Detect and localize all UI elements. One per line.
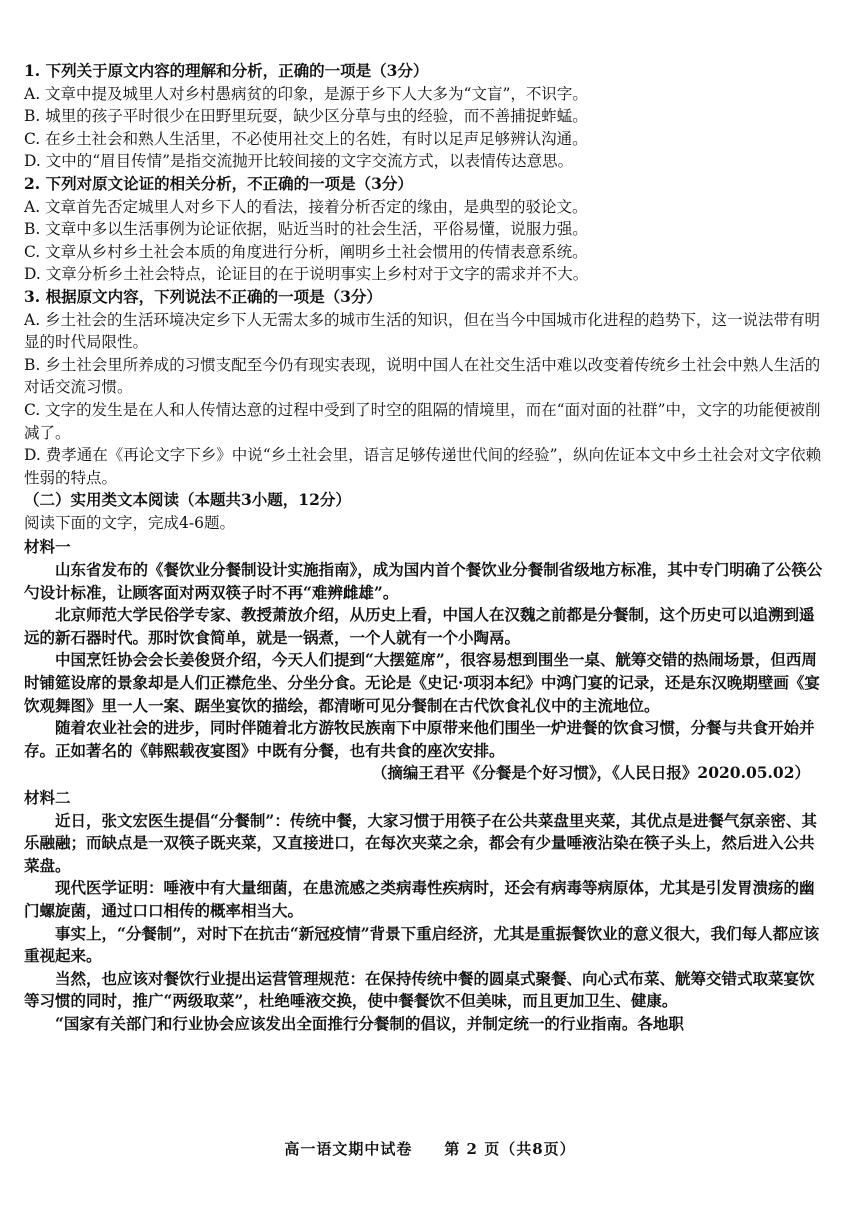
material-paragraph: 当然，也应该对餐饮行业提出运营管理规范：在保持传统中餐的圆桌式聚餐、向心式布菜、觥筹交错式取菜宴饮等习惯的同时，推广“两级取菜”，杜绝唾液交换，使中餐餐饮不但美味，而且更加卫生、健康。 — [24, 968, 815, 1011]
exam-page — [24, 60, 824, 1036]
material-title: 材料二 — [24, 788, 71, 807]
question-stem: 3. 根据原文内容，下列说法不正确的一项是（3分） — [24, 286, 382, 306]
option-d: D. 文章分析乡土社会特点，论证目的在于说明事实上乡村对于文字的需求并不大。 — [24, 265, 589, 284]
material-paragraph: 北京师范大学民俗学专家、教授萧放介绍，从历史上看，中国人在汉魏之前都是分餐制，这个历史可以追溯到遥远的新石器时代。那时饮食简单，就是一锅煮，一个人就有一个小陶鬲。 — [24, 605, 815, 647]
material-paragraph: 现代医学证明：唾液中有大量细菌，在患流感之类病毒性疾病时，还会有病毒等病原体，尤其是引发胃溃疡的幽门螺旋菌，通过口口相传的概率相当大。 — [24, 878, 815, 920]
question-1 — [24, 60, 824, 173]
material-paragraph: 山东省发布的《餐饮业分餐制设计实施指南》，成为国内首个餐饮业分餐制省级地方标准，其中专门明确了公筷公勺设计标准，让顾客面对两双筷子时不再“难辨雌雄”。 — [24, 560, 823, 602]
material-paragraph: “国家有关部门和行业协会应该发出全面推行分餐制的倡议，并制定统一的行业指南。各地职 — [55, 1013, 684, 1033]
option-a: A. 乡土社会的生活环境决定乡下人无需太多的城市生活的知识，但在当今中国城市化进程的趋势下，这一说法带有明显的时代局限性。 — [24, 310, 821, 352]
question-2 — [24, 173, 824, 286]
material-1 — [24, 536, 824, 785]
question-3 — [24, 286, 824, 489]
section-title: （二）实用类文本阅读（本题共3小题，12分） — [24, 490, 351, 510]
option-c: C. 在乡土社会和熟人生活里，不必使用社交上的名姓，有时以足声足够辨认沟通。 — [24, 129, 588, 148]
option-b: B. 文章中多以生活事例为论证依据，贴近当时的社会生活，平俗易懂，说服力强。 — [24, 220, 588, 239]
material-paragraph: 近日，张文宏医生提倡“分餐制”：传统中餐，大家习惯于用筷子在公共菜盘里夹菜，其优点是进餐气氛亲密、其乐融融；而缺点是一双筷子既夹菜，又直接进口，在每次夹菜之余，都会有少量唾液沾染在筷子头上，然后进入公共菜盘。 — [24, 810, 817, 875]
option-b: B. 城里的孩子平时很少在田野里玩耍，缺少区分草与虫的经验，而不善捕捉蚱蜢。 — [24, 107, 588, 126]
page-footer: 高一语文期中试卷 第 2 页（共8页） — [284, 1140, 576, 1158]
option-b: B. 乡土社会里所养成的习惯支配至今仍有现实表现，说明中国人在社交生活中难以改变着传统乡土社会中熟人生活的对话交流习惯。 — [24, 355, 821, 397]
option-d: D. 文中的“眉目传情”是指交流抛开比较间接的文字交流方式，以表情传达意思。 — [24, 152, 574, 171]
material-title: 材料一 — [24, 537, 71, 557]
option-a: A. 文章首先否定城里人对乡下人的看法，接着分析否定的缘由，是典型的驳论文。 — [24, 197, 588, 216]
instruction: 阅读下面的文字，完成4-6题。 — [24, 513, 235, 532]
option-a: A. 文章中提及城里人对乡村愚病贫的印象，是源于乡下人大多为“文盲”，不识字。 — [24, 84, 588, 103]
material-2 — [24, 787, 824, 1036]
material-paragraph: 随着农业社会的进步，同时伴随着北方游牧民族南下中原带来他们围坐一炉进餐的饮食习惯，分餐与共食开始并存。正如著名的《韩熙载夜宴图》中既有分餐，也有共食的座次安排。 — [24, 718, 815, 760]
option-c: C. 文字的发生是在人和人传情达意的过程中受到了时空的阻隔的情境里，而在“面对面的社群”中，文字的功能便被削减了。 — [24, 400, 821, 442]
material-source: （摘编王君平《分餐是个好习惯》，《人民日报》2020.05.02） — [371, 763, 810, 783]
question-stem: 2. 下列对原文论证的相关分析，不正确的一项是（3分） — [24, 173, 413, 193]
question-stem: 1. 下列关于原文内容的理解和分析，正确的一项是（3分） — [24, 61, 429, 80]
option-c: C. 文章从乡村乡土社会本质的角度进行分析，阐明乡土社会惯用的传情表意系统。 — [24, 242, 588, 261]
material-paragraph: 事实上，“分餐制”，对时下在抗击“新冠疫情”背景下重启经济，尤其是重振餐饮业的意义很大，我们每人都应该重视起来。 — [24, 923, 820, 966]
material-paragraph: 中国烹饪协会会长姜俊贤介绍，今天人们提到“大摆筵席”，很容易想到围坐一桌、觥筹交错的热闹场景，但西周时铺筵设席的景象却是人们正襟危坐、分坐分食。无论是《史记·项羽本纪》中鸿门宴的记录，还是东汉晚期壁画《宴饮观舞图》里一人一案、踞坐宴饮的描绘，都清晰可见分餐制在古代饮食礼仪中的主流地位。 — [24, 650, 820, 715]
option-d: D. 费孝通在《再论文字下乡》中说“乡土社会里，语言足够传递世代间的经验”，纵向佐证本文中乡土社会对文字依赖性弱的特点。 — [24, 446, 822, 487]
